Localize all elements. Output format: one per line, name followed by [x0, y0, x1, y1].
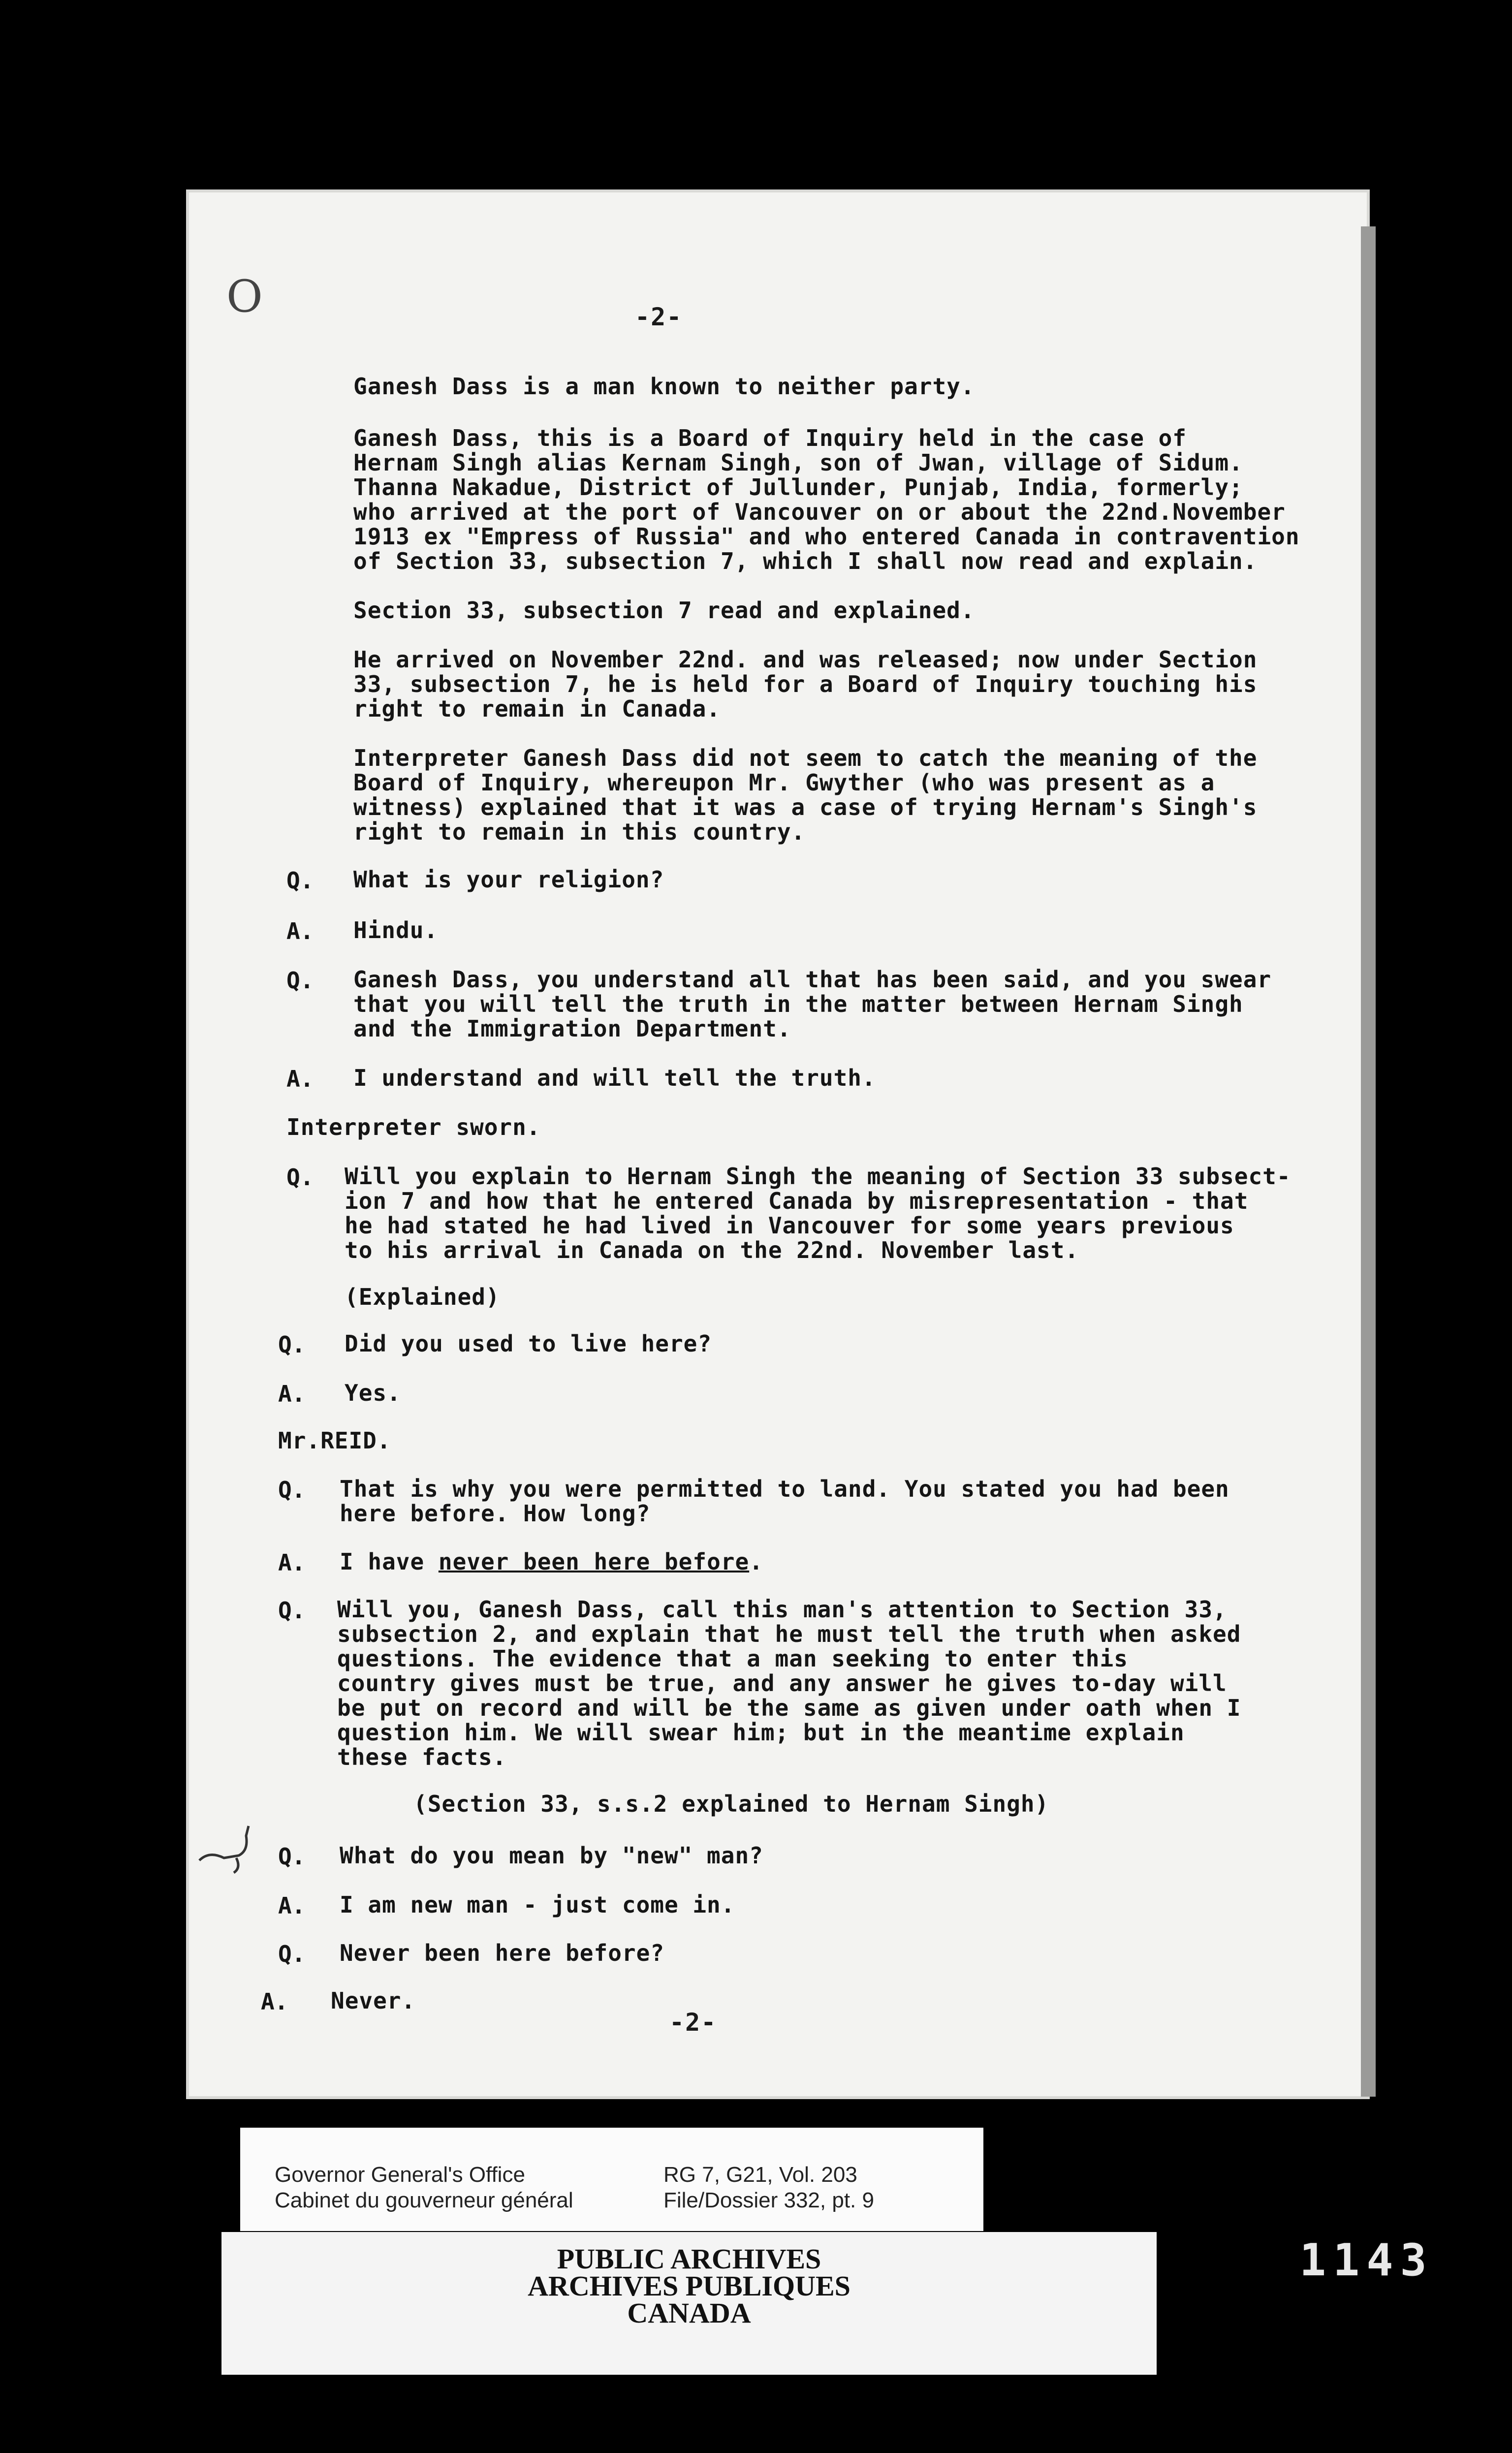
page-number-top: -2- [635, 303, 683, 331]
explained-note: (Explained) [345, 1284, 500, 1310]
qa-label: Q. [286, 1164, 314, 1191]
qa-label: A. [286, 918, 314, 944]
qa-text: Never been here before? [340, 1940, 664, 1966]
paragraph-2-line-5: 1913 ex "Empress of Russia" and who entered Canada in contravention [353, 523, 1300, 550]
qa-text: Did you used to live here? [345, 1330, 712, 1357]
paragraph-3-line-1: Section 33, subsection 7 read and explained. [353, 597, 975, 624]
qa-label: A. [278, 1892, 306, 1919]
office-french: Cabinet du gouverneur général [275, 2188, 573, 2212]
qa-text: to his arrival in Canada on the 22nd. November last. [345, 1237, 1079, 1263]
interpreter-sworn: Interpreter sworn. [286, 1114, 541, 1140]
qa-text: That is why you were permitted to land. You stated you had been [340, 1476, 1229, 1502]
page-edge [1361, 226, 1376, 2097]
banner-line-2: ARCHIVES PUBLIQUES [528, 2270, 850, 2302]
underlined-text: never been here before [438, 1548, 750, 1575]
qa-label: A. [261, 1988, 288, 2015]
paragraph-4-line-1: He arrived on November 22nd. and was released; now under Section [353, 646, 1258, 673]
archive-reference-label [240, 2128, 983, 2231]
qa-text: What is your religion? [353, 866, 664, 893]
paragraph-5-line-1: Interpreter Ganesh Dass did not seem to catch the meaning of the [353, 745, 1258, 771]
paragraph-2-line-2: Hernam Singh alias Kernam Singh, son of Jwan, village of Sidum. [353, 449, 1243, 476]
qa-text: Hindu. [353, 917, 439, 943]
office-english: Governor General's Office [275, 2163, 525, 2187]
qa-label: Q. [286, 867, 314, 894]
qa-text: be put on record and will be the same as given under oath when I [337, 1695, 1241, 1721]
qa-text: What do you mean by "new" man? [340, 1842, 763, 1869]
paragraph-5-line-3: witness) explained that it was a case of trying Hernam's Singh's [353, 794, 1258, 820]
qa-text: here before. How long? [340, 1500, 651, 1527]
qa-label: Q. [278, 1941, 306, 1967]
paragraph-2-line-4: who arrived at the port of Vancouver on or about the 22nd.November [353, 499, 1286, 525]
qa-text: he had stated he had lived in Vancouver for some years previous [345, 1212, 1234, 1239]
qa-text: Yes. [345, 1380, 401, 1406]
qa-text: Will you, Ganesh Dass, call this man's attention to Section 33, [337, 1596, 1227, 1623]
section-explained-note: (Section 33, s.s.2 explained to Hernam Singh) [413, 1791, 1049, 1817]
paragraph-4-line-3: right to remain in Canada. [353, 695, 721, 722]
file-reference: File/Dossier 332, pt. 9 [663, 2188, 874, 2212]
corner-mark: O [226, 271, 263, 322]
paragraph-5-line-4: right to remain in this country. [353, 818, 806, 845]
qa-label: Q. [278, 1331, 306, 1358]
paragraph-1-line-1: Ganesh Dass is a man known to neither party. [353, 373, 975, 400]
qa-text: subsection 2, and explain that he must tell the truth when asked [337, 1621, 1241, 1647]
paragraph-2-line-6: of Section 33, subsection 7, which I shall now read and explain. [353, 548, 1258, 574]
speaker-name: Mr.REID. [278, 1427, 391, 1454]
qa-text: Ganesh Dass, you understand all that has been said, and you swear [353, 966, 1272, 993]
paragraph-2-line-1: Ganesh Dass, this is a Board of Inquiry held in the case of [353, 425, 1187, 451]
qa-label: Q. [278, 1597, 306, 1624]
qa-text: I am new man - just come in. [340, 1891, 735, 1918]
banner-line-3: CANADA [627, 2297, 751, 2329]
qa-label: A. [286, 1066, 314, 1092]
qa-text: Never. [331, 1987, 416, 2014]
banner-line-1: PUBLIC ARCHIVES [557, 2243, 821, 2275]
qa-label: Q. [278, 1843, 306, 1870]
qa-text: that you will tell the truth in the matter between Hernam Singh [353, 991, 1243, 1017]
qa-text: Will you explain to Hernam Singh the meaning of Section 33 subsect- [345, 1163, 1291, 1190]
answer-never-been-here: I have never been here before. [340, 1548, 763, 1575]
handwritten-tick-mark [194, 1821, 273, 1875]
qa-text: country gives must be true, and any answer he gives to-day will [337, 1670, 1227, 1697]
qa-text: question him. We will swear him; but in the meantime explain [337, 1719, 1185, 1746]
page-number-bottom: -2- [669, 2008, 717, 2037]
frame-number: 1143 [1299, 2234, 1434, 2286]
paragraph-4-line-2: 33, subsection 7, he is held for a Board of Inquiry touching his [353, 671, 1258, 697]
qa-text: and the Immigration Department. [353, 1015, 791, 1042]
record-group-reference: RG 7, G21, Vol. 203 [663, 2163, 857, 2187]
qa-label: Q. [286, 967, 314, 994]
qa-text: questions. The evidence that a man seeking to enter this [337, 1645, 1128, 1672]
public-archives-banner [221, 2232, 1157, 2375]
qa-text: I understand and will tell the truth. [353, 1065, 876, 1091]
qa-label: A. [278, 1549, 306, 1576]
qa-label: Q. [278, 1477, 306, 1503]
paragraph-2-line-3: Thanna Nakadue, District of Jullunder, Punjab, India, formerly; [353, 474, 1243, 501]
qa-text: these facts. [337, 1744, 507, 1770]
qa-text: ion 7 and how that he entered Canada by misrepresentation - that [345, 1188, 1249, 1214]
qa-label: A. [278, 1381, 306, 1407]
paragraph-5-line-2: Board of Inquiry, whereupon Mr. Gwyther (who was present as a [353, 769, 1215, 796]
